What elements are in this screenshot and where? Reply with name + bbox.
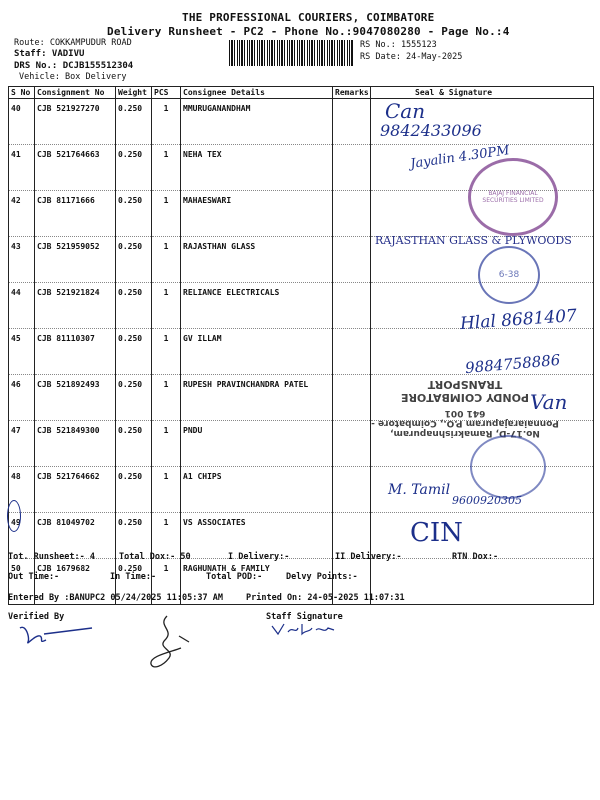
row-weight: 0.250 (116, 237, 152, 283)
row-weight: 0.250 (116, 329, 152, 375)
row-remarks (333, 145, 371, 191)
row-consignment: CJB 521849300 (35, 421, 116, 467)
signature-49a: M. Tamil (388, 482, 451, 498)
staff-signature-mark (145, 612, 195, 674)
ii-delivery: II Delivery:- (335, 552, 402, 562)
col-consignee: Consignee Details (181, 87, 333, 99)
printed-on: Printed On: 24-05-2025 11:07:31 (246, 593, 405, 603)
out-time: Out Time:- (8, 572, 60, 582)
row-consignee: RAGHUNATH & FAMILY (181, 559, 333, 605)
row-pcs: 1 (152, 421, 181, 467)
row-weight: 0.250 (116, 191, 152, 237)
row-consignment: CJB 521959052 (35, 237, 116, 283)
row-consignment: CJB 521764663 (35, 145, 116, 191)
row-sno: 49 (9, 513, 35, 559)
barcode (229, 40, 354, 66)
row-weight: 0.250 (116, 375, 152, 421)
row-pcs: 1 (152, 237, 181, 283)
row-pcs: 1 (152, 375, 181, 421)
signature-48: Van (530, 390, 568, 414)
col-pcs: PCS (152, 87, 181, 99)
row-consignee: MAHAESWARI (181, 191, 333, 237)
runsheet-title: Delivery Runsheet - PC2 - Phone No.:9047080280 - Page No.:4 (107, 25, 510, 38)
row-weight: 0.250 (116, 99, 152, 145)
row-sno: 50 (9, 559, 35, 605)
row-consignee: RAJASTHAN GLASS (181, 237, 333, 283)
row-sno: 45 (9, 329, 35, 375)
in-time: In Time:- (110, 572, 157, 582)
rs-no: RS No.: 1555123 (360, 40, 437, 50)
row-remarks (333, 467, 371, 513)
seal-stamp (468, 158, 558, 236)
row-consignment: CJB 521892493 (35, 375, 116, 421)
row-sno: 44 (9, 283, 35, 329)
row-weight: 0.250 (116, 145, 152, 191)
row-remarks (333, 191, 371, 237)
signature-50: CIN (410, 518, 463, 548)
seal-text: BAJAJ FINANCIAL SECURITIES LIMITED (482, 190, 544, 204)
verified-by: Verified By (8, 612, 65, 622)
col-remarks: Remarks (333, 87, 371, 99)
round-stamp-49 (470, 435, 546, 499)
staff: Staff: VADIVU (14, 49, 85, 59)
row-sno: 41 (9, 145, 35, 191)
tot-runsheet: Tot. Runsheet:- 4 (8, 552, 95, 562)
transport-stamp-name: PONDY COIMBATORE TRANSPORT (400, 378, 530, 404)
entered-by: Entered By :BANUPC2 05/24/2025 11:05:37 AM (8, 593, 223, 603)
row-consignee: A1 CHIPS (181, 467, 333, 513)
row-pcs: 1 (152, 191, 181, 237)
total-pod: Total POD:- (206, 572, 263, 582)
row-consignment: CJB 1679682 (35, 559, 116, 605)
company-name: THE PROFESSIONAL COURIERS, COIMBATORE (182, 11, 435, 24)
row-remarks (333, 329, 371, 375)
route: Route: COKKAMPUDUR ROAD (14, 38, 132, 48)
row-consignee: PNDU (181, 421, 333, 467)
transport-stamp-address: No.17-D, Ramakrishnapuram, Ponnaiarajapuram P.O., Coimbatore - 641 001 (371, 408, 559, 438)
row-weight: 0.250 (116, 559, 152, 605)
row-pcs: 1 (152, 559, 181, 605)
row-consignee: RUPESH PRAVINCHANDRA PATEL (181, 375, 333, 421)
rs-date: RS Date: 24-May-2025 (360, 52, 463, 62)
drs-no: DRS No.: DCJB155512304 (14, 61, 134, 71)
row-sno: 46 (9, 375, 35, 421)
row-weight: 0.250 (116, 467, 152, 513)
row-consignment: CJB 81049702 (35, 513, 116, 559)
row-pcs: 1 (152, 467, 181, 513)
total-dox: Total Dox:- 50 (119, 552, 191, 562)
i-delivery: I Delivery:- (228, 552, 290, 562)
rtn-dox: RTN Dox:- (452, 552, 499, 562)
table-row (9, 513, 594, 559)
staff-signature: Staff Signature (266, 612, 343, 622)
table-row (9, 99, 594, 145)
signature-40b: 9842433096 (380, 121, 482, 140)
row-weight: 0.250 (116, 513, 152, 559)
row-weight: 0.250 (116, 421, 152, 467)
vehicle: Vehicle: Box Delivery (19, 72, 127, 82)
col-seal: Seal & Signature (371, 87, 594, 99)
row-sno: 47 (9, 421, 35, 467)
row-pcs: 1 (152, 283, 181, 329)
delvy-points: Delvy Points:- (286, 572, 358, 582)
staff-signature-vadivu (268, 620, 338, 638)
row-sno: 48 (9, 467, 35, 513)
stamp-43: RAJASTHAN GLASS & PLYWOODS (375, 234, 572, 247)
row-consignee: MMURUGANANDHAM (181, 99, 333, 145)
row-consignee: RELIANCE ELECTRICALS (181, 283, 333, 329)
col-sno: S No (9, 87, 35, 99)
signature-40a: Can (385, 99, 426, 123)
row-consignee: GV ILLAM (181, 329, 333, 375)
row-consignee: NEHA TEX (181, 145, 333, 191)
row-pcs: 1 (152, 99, 181, 145)
row-remarks (333, 99, 371, 145)
row-pcs: 1 (152, 145, 181, 191)
signature-49b: 9600920305 (452, 494, 522, 507)
col-consignment: Consignment No (35, 87, 116, 99)
row-sno: 43 (9, 237, 35, 283)
row-sno: 42 (9, 191, 35, 237)
verified-signature (14, 620, 94, 650)
row-consignment: CJB 521921824 (35, 283, 116, 329)
signature-46: 9884758886 (464, 350, 562, 378)
row-remarks (333, 283, 371, 329)
row-consignment: CJB 521927270 (35, 99, 116, 145)
signature-41: Jayalin 4.30PM (409, 143, 511, 172)
row-consignment: CJB 81171666 (35, 191, 116, 237)
row-sno: 40 (9, 99, 35, 145)
row-remarks (333, 237, 371, 283)
row-weight: 0.250 (116, 283, 152, 329)
row-pcs: 1 (152, 513, 181, 559)
col-weight: Weight (116, 87, 152, 99)
row-consignment: CJB 521764662 (35, 467, 116, 513)
signature-45: Hlal 8681407 (459, 305, 578, 335)
round-stamp-44 (478, 246, 540, 304)
circle-mark-50 (7, 500, 21, 532)
stamp-44-text: 6-38 (498, 270, 520, 280)
row-pcs: 1 (152, 329, 181, 375)
row-consignee: VS ASSOCIATES (181, 513, 333, 559)
table-header-row (9, 87, 594, 99)
row-consignment: CJB 81110307 (35, 329, 116, 375)
